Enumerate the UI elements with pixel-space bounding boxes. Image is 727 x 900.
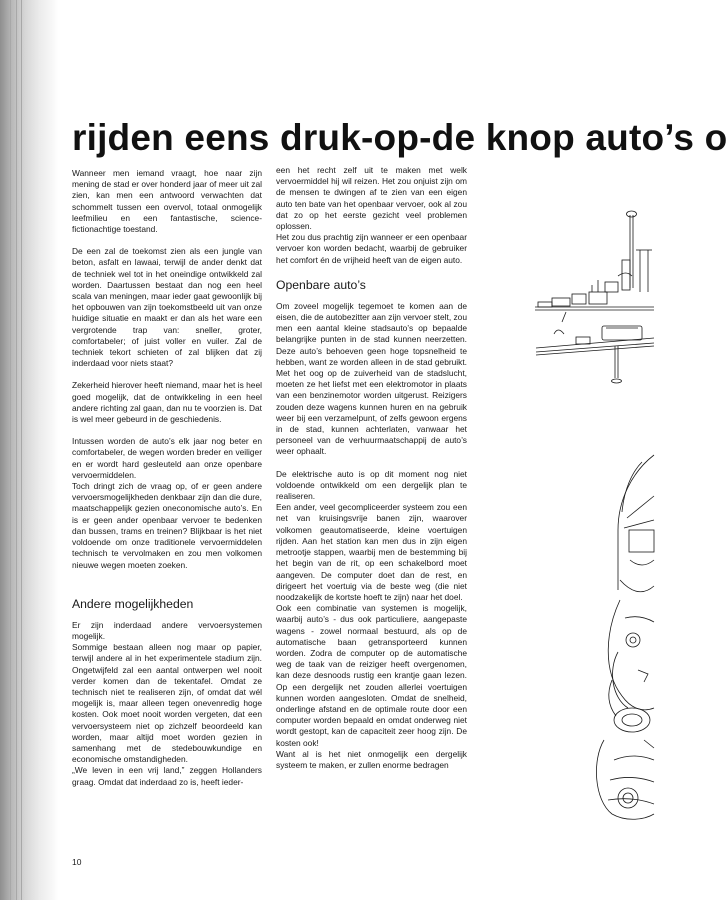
section-heading: Openbare auto’s: [276, 277, 366, 292]
paragraph: Het zou dus prachtig zijn wanneer er een openbaar vervoer kon worden bedacht, waarbij de gebruiker het comfort én de vrijheid heeft van de eigen auto.: [276, 232, 467, 265]
page-edge-line: [21, 0, 22, 900]
text-column-middle: [276, 165, 467, 771]
section-heading: Andere mogelijkheden: [72, 596, 194, 611]
paragraph: Toch dringt zich de vraag op, of er geen andere vervoersmogelijkheden denkbaar zijn dan die dure, maatschappelijk gezien oneconomische auto’s. En is er geen ander openbaar vervoer te bedenken dan bussen, trams en treinen? Blijkbaar is het niet voldoende om onze traditionele vervoermiddelen technisch te vervolmaken en zou men volkomen nieuwe wegen moeten zoeken.: [72, 481, 262, 570]
paragraph: Zekerheid hierover heeft niemand, maar het is heel goed mogelijk, dat de ontwikkeling in een heel andere richting zal gaan, dan nu te voorzien is. Dat is wel meer gebeurd in de geschiedenis.: [72, 380, 262, 425]
page-edge-line: [10, 0, 11, 900]
paragraph: Wanneer men iemand vraagt, hoe naar zijn mening de stad er over honderd jaar of meer uit zal zien, kan men een antwoord verwachten dat schommelt tussen een overvol, totaal onmogelijk leefmilieu en een fantastische, science-fictionachtige toestand.: [72, 168, 262, 235]
paragraph: Sommige bestaan alleen nog maar op papier, terwijl andere al in het experimentele stadium zijn. Ongetwijfeld zal een aantal ontwerpen wel nooit verder komen dan de tekentafel. Omdat ze technisch niet te realiseren zijn, of omdat dat wél mogelijk is, maar alleen tegen onevenredig hoge kosten. Ook moet nooit worden vergeten, dat een vervoersysteem niet op zichzelf beoordeeld kan worden, maar altijd moet worden gezien in samenhang met de stedebouwkundige en economische omstandigheden.: [72, 642, 262, 765]
paragraph: Een ander, veel gecompliceerder systeem zou een net van kruisingsvrije banen zijn, waarover volkomen geautomatiseerde, kleine voertuigen rijden. Aan het station kan men dus in zijn eigen metrootje stappen, waarbij men de bestemming bij het begin van de rit, op een schakelbord moet aangeven. De computer doet dan de rest, en dirigeert het voertuig via de beste weg (die niet noodzakelijk de kortste hoeft te zijn) naar het doel.: [276, 502, 467, 602]
paragraph: Ook een combinatie van systemen is mogelijk, waarbij auto’s - dus ook particuliere, aangepaste wagens - zowel normaal bestuurd, als op de automatische baan getransporteerd kunnen worden. Zodra de computer op de automatische weg de taak van de reiziger heeft overgenomen, kan deze desnoods rustig een krantje gaan lezen. Op een dergelijk net zouden allerlei voertuigen kunnen worden aangesloten. Omdat de snelheid, onderlinge afstand en de optimale route door een computer worden bepaald en omdat onderweg niet wordt gestopt, kan de capaciteit zeer hoog zijn. De kosten ook!: [276, 603, 467, 748]
page-edge-line: [16, 0, 17, 900]
city-skyline-icon: [535, 211, 654, 310]
futuristic-city-and-vehicle-illustration: [532, 200, 654, 900]
elevated-track-icon: [536, 312, 654, 383]
paragraph: Er zijn inderdaad andere vervoersystemen mogelijk.: [72, 619, 262, 641]
book-binding-shadow: [0, 0, 58, 900]
page-headline: rijden eens druk-op-de knop auto’s o: [72, 117, 727, 158]
paragraph: Intussen worden de auto’s elk jaar nog beter en comfortabeler, de wegen worden breder en veiliger en er wordt hard gesleuteld aan onze openbare vervoermiddelen.: [72, 436, 262, 480]
page-number: 10: [72, 857, 82, 867]
paragraph: een het recht zelf uit te maken met welk vervoermiddel hij wil reizen. Het zou onjuist zijn om de mensen te dwingen af te zien van een eigen auto ten bate van het openbaar vervoer, ook al zou dat zo op het eerste gezicht veel problemen oplossen.: [276, 165, 467, 232]
paragraph: De elektrische auto is op dit moment nog niet voldoende ontwikkeld om een dergelijk plan te realiseren.: [276, 468, 467, 502]
paragraph: Om zoveel mogelijk tegemoet te komen aan de eisen, die de autobezitter aan zijn vervoer stelt, zou men een aantal kleine stadsauto’s op bepaalde belangrijke punten in de stad kunnen neerzetten. Deze auto’s behoeven geen hoge topsnelheid te hebben, want ze worden alleen in de stad gebruikt. Met het oog op de zuiverheid van de stadslucht, moeten ze het liefst met een elektromotor in plaats van een benzinemotor worden uitgerust. Reizigers zouden deze wagens kunnen huren en na gebruik weer bij een verzamelpunt, of zelfs gewoon ergens in de stad, kunnen achterlaten, vanwaar het personeel van de verhuurmaatschappij de auto’s weer ophaalt.: [276, 300, 467, 457]
futuristic-vehicle-icon: [596, 455, 654, 819]
paragraph: Want al is het niet onmogelijk een dergelijk systeem te maken, er zullen enorme bedragen: [276, 748, 467, 770]
paragraph: „We leven in een vrij land,” zeggen Hollanders graag. Omdat dat inderdaad zo is, heeft ieder-: [72, 765, 262, 787]
text-column-left: [72, 168, 262, 788]
paragraph: De een zal de toekomst zien als een jungle van beton, asfalt en lawaai, terwijl de ander denkt dat de techniek wel tot in het oneindige ontwikkeld zal worden. Daartussen bestaat dan nog een heel scala van meningen, maar ieder gaat gewoonlijk bij het opbouwen van zijn toekomstbeeld uit van onze huidige situatie en maakt er dan als het ware een vergrotende trap van: sneller, groter, comfortabeler; of juist voller en vuiler. Zal de techniek tekort schieten of zal blijken dat zij inderdaad voor niets staat?: [72, 246, 262, 369]
